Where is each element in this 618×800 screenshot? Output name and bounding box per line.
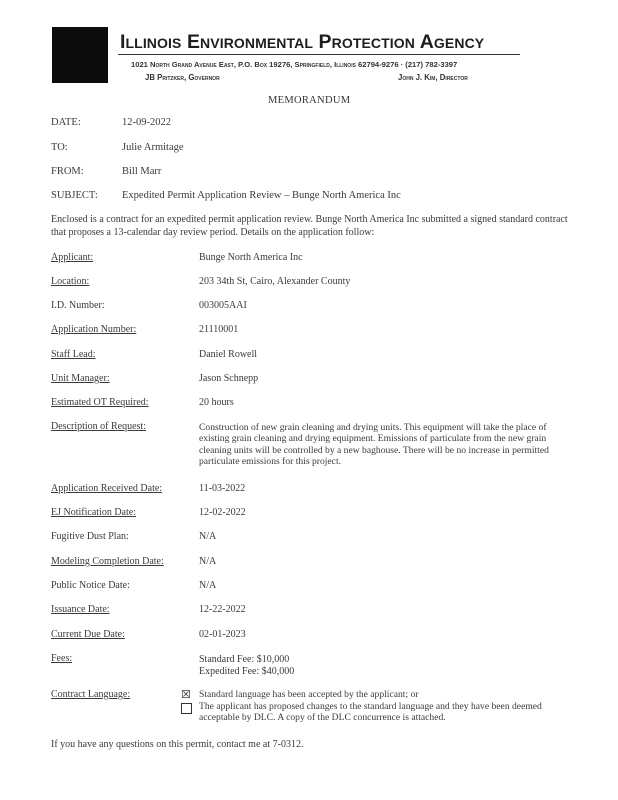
public-notice-value: N/A [199, 580, 217, 591]
contract-option-standard: Standard language has been accepted by the applicant; or [199, 689, 419, 700]
from-label: FROM: [51, 166, 84, 177]
unchecked-box-icon[interactable] [181, 703, 192, 714]
to-value: Julie Armitage [122, 142, 184, 153]
subject-value: Expedited Permit Application Review – Bunge North America Inc [122, 190, 401, 201]
governor-name: JB Pritzker, Governor [145, 73, 220, 82]
modeling-completion-label: Modeling Completion Date: [51, 556, 164, 567]
standard-fee: Standard Fee: $10,000 [199, 654, 290, 665]
closing-line: If you have any questions on this permit, contact me at 7-0312. [51, 739, 304, 750]
ej-notification-label: EJ Notification Date: [51, 507, 136, 518]
received-date-label: Application Received Date: [51, 483, 163, 494]
applicant-label: Applicant: [51, 252, 94, 263]
estimated-ot-value: 20 hours [199, 397, 234, 408]
staff-lead-label: Staff Lead: [51, 349, 96, 360]
description-label: Description of Request: [51, 421, 146, 432]
fees-label: Fees: [51, 653, 73, 664]
agency-address: 1021 North Grand Avenue East, P.O. Box 19276, Springfield, Illinois 62794-9276 · (217) 782-3397 [131, 60, 458, 69]
memo-title: MEMORANDUM [268, 95, 351, 106]
application-number-value: 21110001 [199, 324, 239, 335]
issuance-date-label: Issuance Date: [51, 604, 110, 615]
from-value: Bill Marr [122, 166, 162, 177]
letterhead-rule [118, 54, 520, 55]
public-notice-label: Public Notice Date: [51, 580, 130, 591]
current-due-date-label: Current Due Date: [51, 629, 125, 640]
checked-box-icon[interactable]: ☒ [181, 688, 191, 701]
agency-name: Illinois Environmental Protection Agency [120, 31, 485, 53]
current-due-date-value: 02-01-2023 [199, 629, 246, 640]
ej-notification-value: 12-02-2022 [199, 507, 246, 518]
unit-manager-value: Jason Schnepp [199, 373, 259, 384]
subject-label: SUBJECT: [51, 190, 98, 201]
date-label: DATE: [51, 117, 81, 128]
location-label: Location: [51, 276, 90, 287]
staff-lead-value: Daniel Rowell [199, 349, 258, 360]
contract-option-proposed: The applicant has proposed changes to the standard language and they have been deemed acceptable by DLC. A copy of the DLC concurrence is attached. [199, 701, 542, 724]
director-name: John J. Kim, Director [398, 73, 468, 82]
fugitive-dust-value: N/A [199, 531, 217, 542]
expedited-fee: Expedited Fee: $40,000 [199, 666, 295, 677]
issuance-date-value: 12-22-2022 [199, 604, 246, 615]
contract-language-label: Contract Language: [51, 689, 131, 700]
date-value: 12-09-2022 [122, 117, 171, 128]
unit-manager-label: Unit Manager: [51, 373, 110, 384]
description-value: Construction of new grain cleaning and drying units. This equipment will take the place of existing grain cleaning and drying equipment. Emissions of particulate from the new grain cleaning units will be controlled by a new baghouse. There will be no increase in permitted particulate emissions for this project. [199, 422, 549, 468]
received-date-value: 11-03-2022 [199, 483, 246, 494]
applicant-value: Bunge North America Inc [199, 252, 303, 263]
fugitive-dust-label: Fugitive Dust Plan: [51, 531, 129, 542]
estimated-ot-label: Estimated OT Required: [51, 397, 149, 408]
id-number-value: 003005AAI [199, 300, 247, 311]
modeling-completion-value: N/A [199, 556, 217, 567]
location-value: 203 34th St, Cairo, Alexander County [199, 276, 351, 287]
application-number-label: Application Number: [51, 324, 137, 335]
agency-logo [52, 27, 108, 83]
fees-block [199, 654, 294, 678]
id-number-label: I.D. Number: [51, 300, 105, 311]
to-label: TO: [51, 142, 68, 153]
intro-paragraph: Enclosed is a contract for an expedited permit application review. Bunge North America Inc submitted a signed standard contract that proposes a 13-calendar day review period. Details on the application follow: [51, 214, 568, 238]
